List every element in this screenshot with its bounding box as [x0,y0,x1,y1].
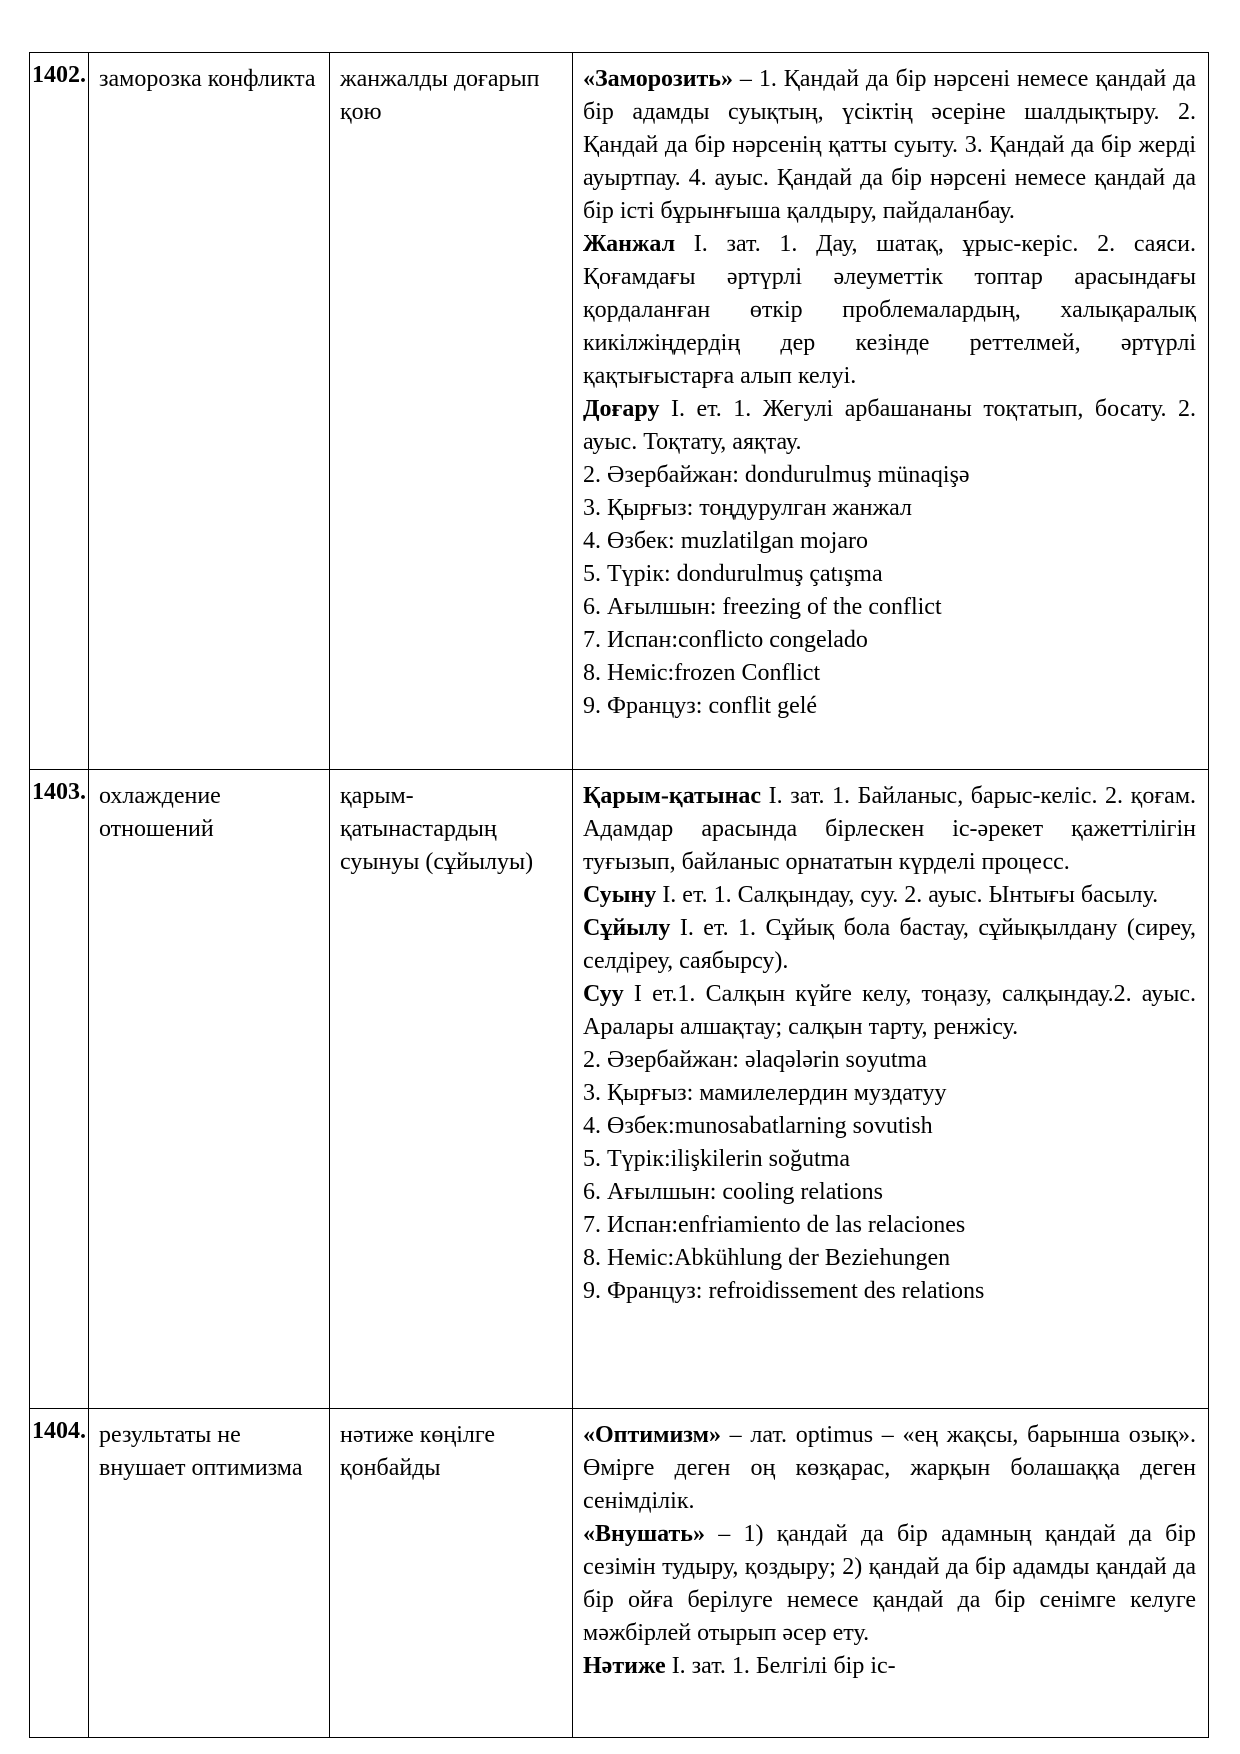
entry-number: 1402. [30,53,89,770]
translation-line: 2. Әзербайжан: əlaqələrin soyutma [583,1047,927,1073]
entry-number: 1404. [30,1409,89,1738]
definition-term: Суыну [583,882,657,908]
translation-line: 8. Неміс:Abkühlung der Beziehungen [583,1245,951,1271]
kazakh-term: нәтиже көңілге қонбайды [330,1409,573,1738]
definition-text: – лат. optimus – «ең жақсы, барынша озық». Өмірге деген оң көзқарас, жарқын болашаққа деген сенімділік. [583,1422,1196,1514]
definition-text: I. зат. 1. Дау, шатақ, ұрыс-керіс. 2. саяси. Қоғамдағы әртүрлі әлеуметтік топтар арасындағы қордаланған өткір проблемалардың, халықаралық кикілжіңдердің дер кезінде реттелмей, әртүрлі қақтығыстарға алып келуі. [583,231,1196,389]
definition [583,228,1196,393]
definition-term: Қарым-қатынас [583,783,762,809]
russian-term: заморозка конфликта [89,53,330,770]
dictionary-table [29,52,1209,1738]
definition-term: Нәтиже [583,1653,666,1679]
definition-term: Сұйылу [583,915,671,941]
definition-term: «Заморозить» [583,66,733,92]
definition [583,1650,1196,1683]
translation-line: 3. Қырғыз: тоңдурулган жанжал [583,495,912,521]
entry-number: 1403. [30,770,89,1409]
translation-line: 4. Өзбек:munosabatlarning sovutish [583,1113,933,1139]
translation-line: 4. Өзбек: muzlatilgan mojaro [583,528,868,554]
definition-cell [573,1409,1209,1738]
definition-text: I. ет. 1. Салқындау, суу. 2. ауыс. Ынтығы басылу. [656,882,1159,908]
translation-line: 9. Француз: refroidissement des relations [583,1278,985,1304]
kazakh-term: қарым-қатынастардың суынуы (сұйылуы) [330,770,573,1409]
definition-term: Доғару [583,396,660,422]
table-row [30,53,1209,770]
definition-text: – 1. Қандай да бір нәрсені немесе қандай да бір адамды суықтың, үсіктің әсеріне шалдықтыру. 2. Қандай да бір нәрсенің қатты суыту. 3. Қандай да бір жерді ауыртпау. 4. ауыс. Қандай да бір нәрсені немесе қандай да бір істі бұрынғыша қалдыру, пайдаланбау. [583,66,1196,224]
definition [583,978,1196,1044]
definition-text: I ет.1. Салқын күйге келу, тоңазу, салқындау.2. ауыс. Аралары алшақтау; салқын тарту, ренжісу. [583,981,1196,1040]
definition [583,879,1196,912]
definition-term: Суу [583,981,624,1007]
definition [583,63,1196,228]
translation-line: 7. Испан:conflicto congelado [583,627,868,653]
translation-line: 3. Қырғыз: мамилелердин муздатуу [583,1080,947,1106]
translation-line: 6. Ағылшын: freezing of the conflict [583,594,942,620]
definition-term: «Оптимизм» [583,1422,721,1448]
definition-cell [573,53,1209,770]
table-row [30,770,1209,1409]
translation-line: 5. Түрік:ilişkilerin soğutma [583,1146,850,1172]
translation-line: 8. Неміс:frozen Conflict [583,660,821,686]
russian-term: охлаждение отношений [89,770,330,1409]
definition-text: I. ет. 1. Сұйық бола бастау, сұйықылдану (сиреу, селдіреу, саябырсу). [583,915,1196,974]
definition [583,1518,1196,1650]
definition [583,912,1196,978]
translation-line: 7. Испан:enfriamiento de las relaciones [583,1212,966,1238]
definition [583,780,1196,879]
definition [583,393,1196,459]
table-row [30,1409,1209,1738]
translation-line: 6. Ағылшын: cooling relations [583,1179,884,1205]
definition-term: «Внушать» [583,1521,705,1547]
russian-term: результаты не внушает оптимизма [89,1409,330,1738]
translation-line: 2. Әзербайжан: dondurulmuş münaqişə [583,462,970,488]
translation-line: 9. Француз: conflit gelé [583,693,818,719]
definition [583,1419,1196,1518]
translation-line: 5. Түрік: dondurulmuş çatışma [583,561,883,587]
definition-cell [573,770,1209,1409]
kazakh-term: жанжалды доғарып қою [330,53,573,770]
definition-text: I. ет. 1. Жегулі арбашананы тоқтатып, босату. 2. ауыс. Тоқтату, аяқтау. [583,396,1196,455]
definition-text: I. зат. 1. Байланыс, барыс-келіс. 2. қоғам. Адамдар арасында бірлескен іс-әрекет қажеттілігін туғызып, байланыс орнататын күрделі процесс. [583,783,1196,875]
definition-text: – 1) қандай да бір адамның қандай да бір сезімін тудыру, қоздыру; 2) қандай да бір адамды қандай да бір ойға берілуге немесе қандай да бір сенімге келуге мәжбірлей отырып әсер ету. [583,1521,1196,1646]
definition-term: Жанжал [583,231,676,257]
definition-text: I. зат. 1. Белгілі бір іс- [665,1653,896,1679]
